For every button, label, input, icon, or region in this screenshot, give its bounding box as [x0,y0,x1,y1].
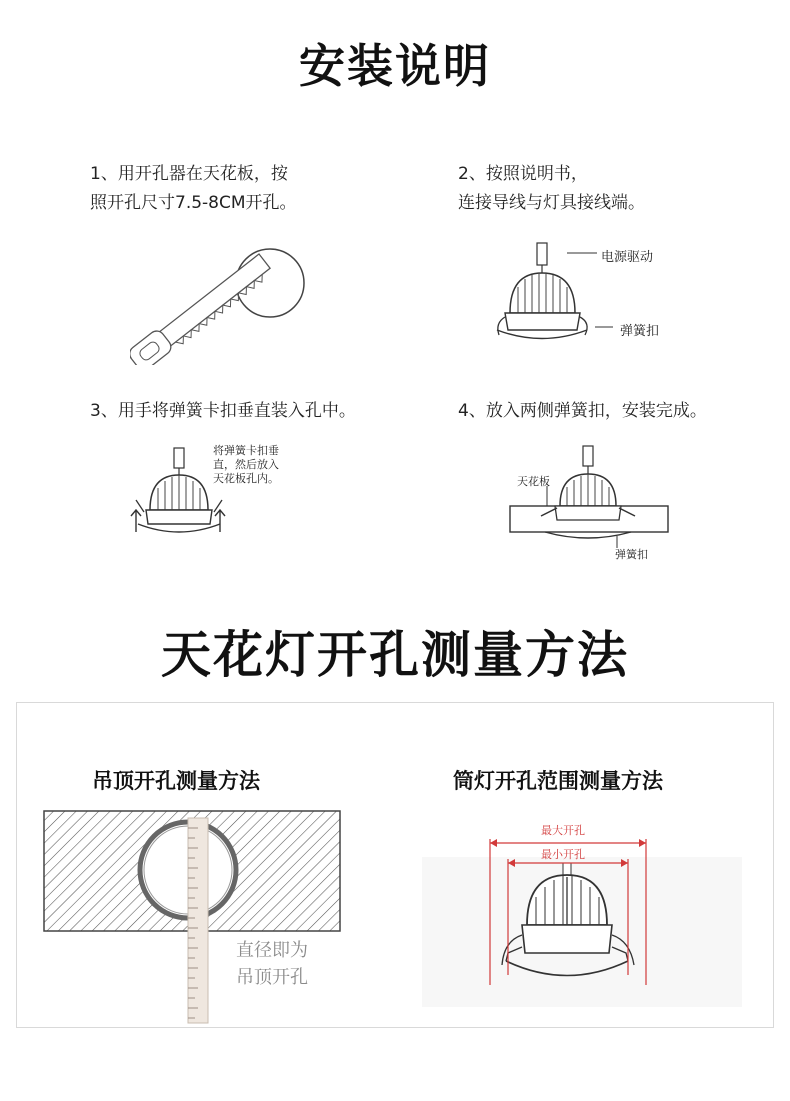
downlight-range-illustration [422,815,742,1015]
step-1-line-2: 照开孔尺寸7.5-8CM开孔。 [90,193,297,213]
step-1-line-1: 1、用开孔器在天花板，按 [90,164,288,184]
step-3-note-line-2: 直，然后放入 [213,458,279,471]
step-2-line-2: 连接导线与灯具接线端。 [458,193,645,213]
min-opening-label: 最小开孔 [541,848,585,861]
installed-illustration [505,440,675,550]
step-2-line-1: 2、按照说明书， [458,164,588,184]
ceiling-measure-heading: 吊顶开孔测量方法 [92,769,260,793]
ceiling-label: 天花板 [517,475,550,488]
spring-clip-label: 弹簧扣 [620,324,660,339]
measure-title: 天花灯开孔测量方法 [161,626,629,684]
step-1-text [90,160,297,218]
step-2-text [458,160,645,218]
diameter-note [236,937,308,991]
power-driver-label: 电源驱动 [601,250,654,265]
step-4-line-1: 4、放入两侧弹簧扣，安装完成。 [458,401,707,421]
hole-saw-illustration [130,235,320,365]
step-3-line-1: 3、用手将弹簧卡扣垂直装入孔中。 [90,401,356,421]
step-3-note [213,444,279,486]
wiring-illustration [485,235,685,360]
max-opening-label: 最大开孔 [541,824,585,837]
downlight-measure-heading: 筒灯开孔范围测量方法 [453,769,663,793]
step-4-text [458,397,707,426]
diameter-note-line-2: 吊顶开孔 [236,967,308,988]
step-3-text [90,397,356,426]
step-3-note-line-3: 天花板孔内。 [213,472,279,485]
diameter-note-line-1: 直径即为 [236,940,308,961]
page-title: 安装说明 [299,39,491,93]
spring-clip-bottom-label: 弹簧扣 [615,548,648,561]
step-3-note-line-1: 将弹簧卡扣垂 [213,444,279,457]
ceiling-hole-measure-illustration [43,810,343,1025]
